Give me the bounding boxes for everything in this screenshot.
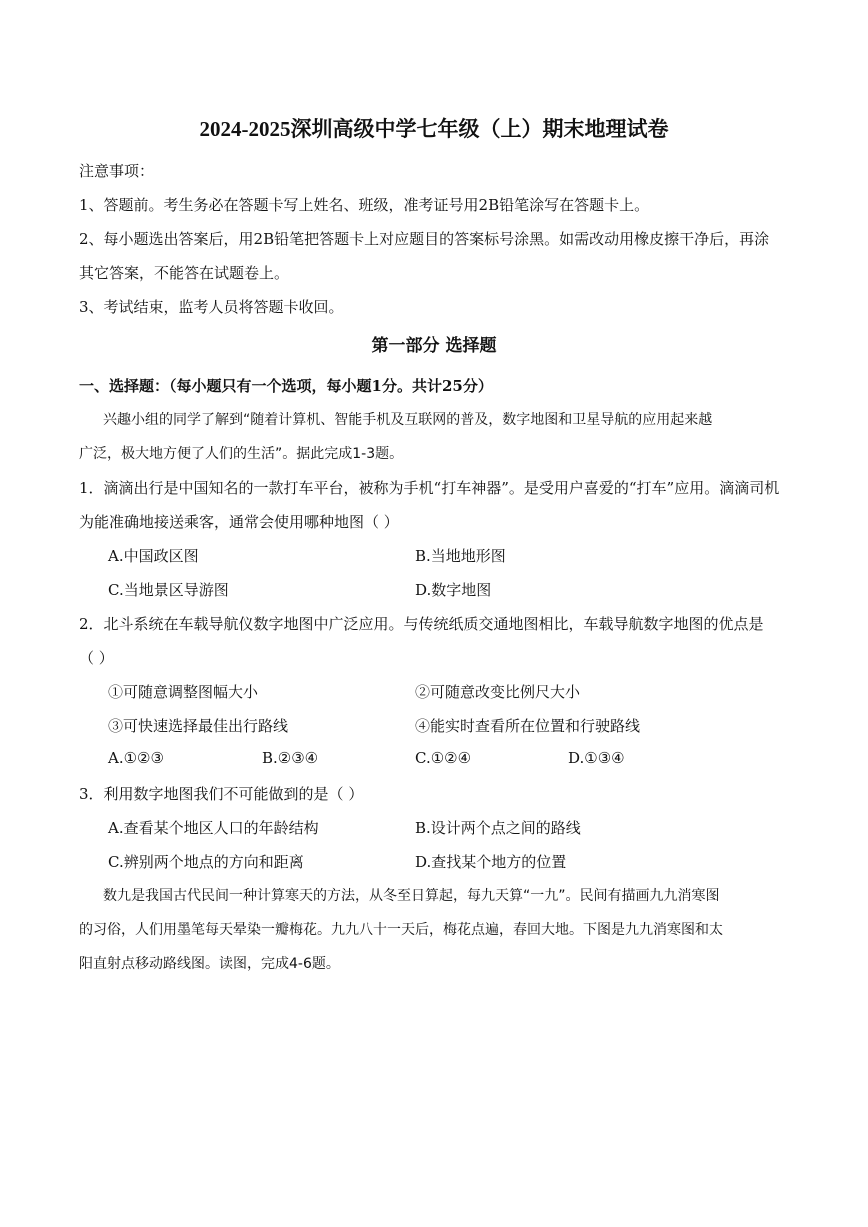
notice-item-2-line-2: 其它答案，不能答在试题卷上。: [79, 264, 290, 282]
passage-2-line-1: 数九是我国古代民间一种计算寒天的方法，从冬至日算起，每九天算“一九”。民间有描画九九消寒图: [103, 888, 720, 904]
question-1-line-1: 1．滴滴出行是中国知名的一款打车平台，被称为手机“打车神器”。是受用户喜爱的“打车”应用。滴滴司机: [79, 479, 780, 497]
exam-title: 2024-2025深圳高级中学七年级（上）期末地理试卷: [199, 117, 669, 141]
question-1-option-c: C.当地景区导游图: [108, 581, 229, 599]
notice-item-1: 1、答题前。考生务必在答题卡写上姓名、班级，准考证号用2B铅笔涂写在答题卡上。: [79, 196, 650, 214]
question-1-option-d: D.数字地图: [415, 581, 492, 599]
question-2-statement-2: ②可随意改变比例尺大小: [415, 683, 581, 701]
notice-heading: 注意事项：: [79, 162, 155, 180]
notice-item-3: 3、考试结束，监考人员将答题卡收回。: [79, 298, 344, 316]
notice-item-2-line-1: 2、每小题选出答案后，用2B铅笔把答题卡上对应题目的答案标号涂黑。如需改动用橡皮擦干净后，再涂: [79, 230, 770, 248]
question-1-option-b: B.当地地形图: [415, 547, 506, 565]
question-2-line-1: 2．北斗系统在车载导航仪数字地图中广泛应用。与传统纸质交通地图相比，车载导航数字地图的优点是: [79, 615, 764, 633]
passage-2-line-2: 的习俗，人们用墨笔每天晕染一瓣梅花。九九八十一天后，梅花点遍，春回大地。下图是九九消寒图和太: [79, 922, 723, 938]
question-2-option-a: A.①②③: [108, 749, 164, 767]
question-3-line-1: 3．利用数字地图我们不可能做到的是（ ）: [79, 785, 364, 803]
question-1-option-a: A.中国政区图: [108, 547, 199, 565]
section-heading: 一、选择题：（每小题只有一个选项，每小题1分。共计25分）: [79, 377, 493, 395]
question-2-line-2: （ ）: [79, 649, 114, 667]
part-title: 第一部分 选择题: [371, 336, 497, 356]
passage-1-line-2: 广泛，极大地方便了人们的生活”。据此完成1-3题。: [79, 446, 404, 462]
question-2-statement-1: ①可随意调整图幅大小: [108, 683, 259, 701]
question-2-option-d: D.①③④: [568, 749, 625, 767]
question-3-option-b: B.设计两个点之间的路线: [415, 819, 581, 837]
question-3-option-c: C.辨别两个地点的方向和距离: [108, 853, 304, 871]
passage-1-line-1: 兴趣小组的同学了解到“随着计算机、智能手机及互联网的普及，数字地图和卫星导航的应用起来越: [103, 412, 713, 428]
question-2-statement-3: ③可快速选择最佳出行路线: [108, 717, 289, 735]
passage-2-line-3: 阳直射点移动路线图。读图，完成4-6题。: [79, 956, 340, 972]
question-2-option-c: C.①②④: [415, 749, 472, 767]
question-3-option-d: D.查找某个地方的位置: [415, 853, 567, 871]
question-1-line-2: 为能准确地接送乘客，通常会使用哪种地图（ ）: [79, 513, 399, 531]
question-3-option-a: A.查看某个地区人口的年龄结构: [108, 819, 319, 837]
question-2-option-b: B.②③④: [262, 749, 319, 767]
question-2-statement-4: ④能实时查看所在位置和行驶路线: [415, 717, 641, 735]
